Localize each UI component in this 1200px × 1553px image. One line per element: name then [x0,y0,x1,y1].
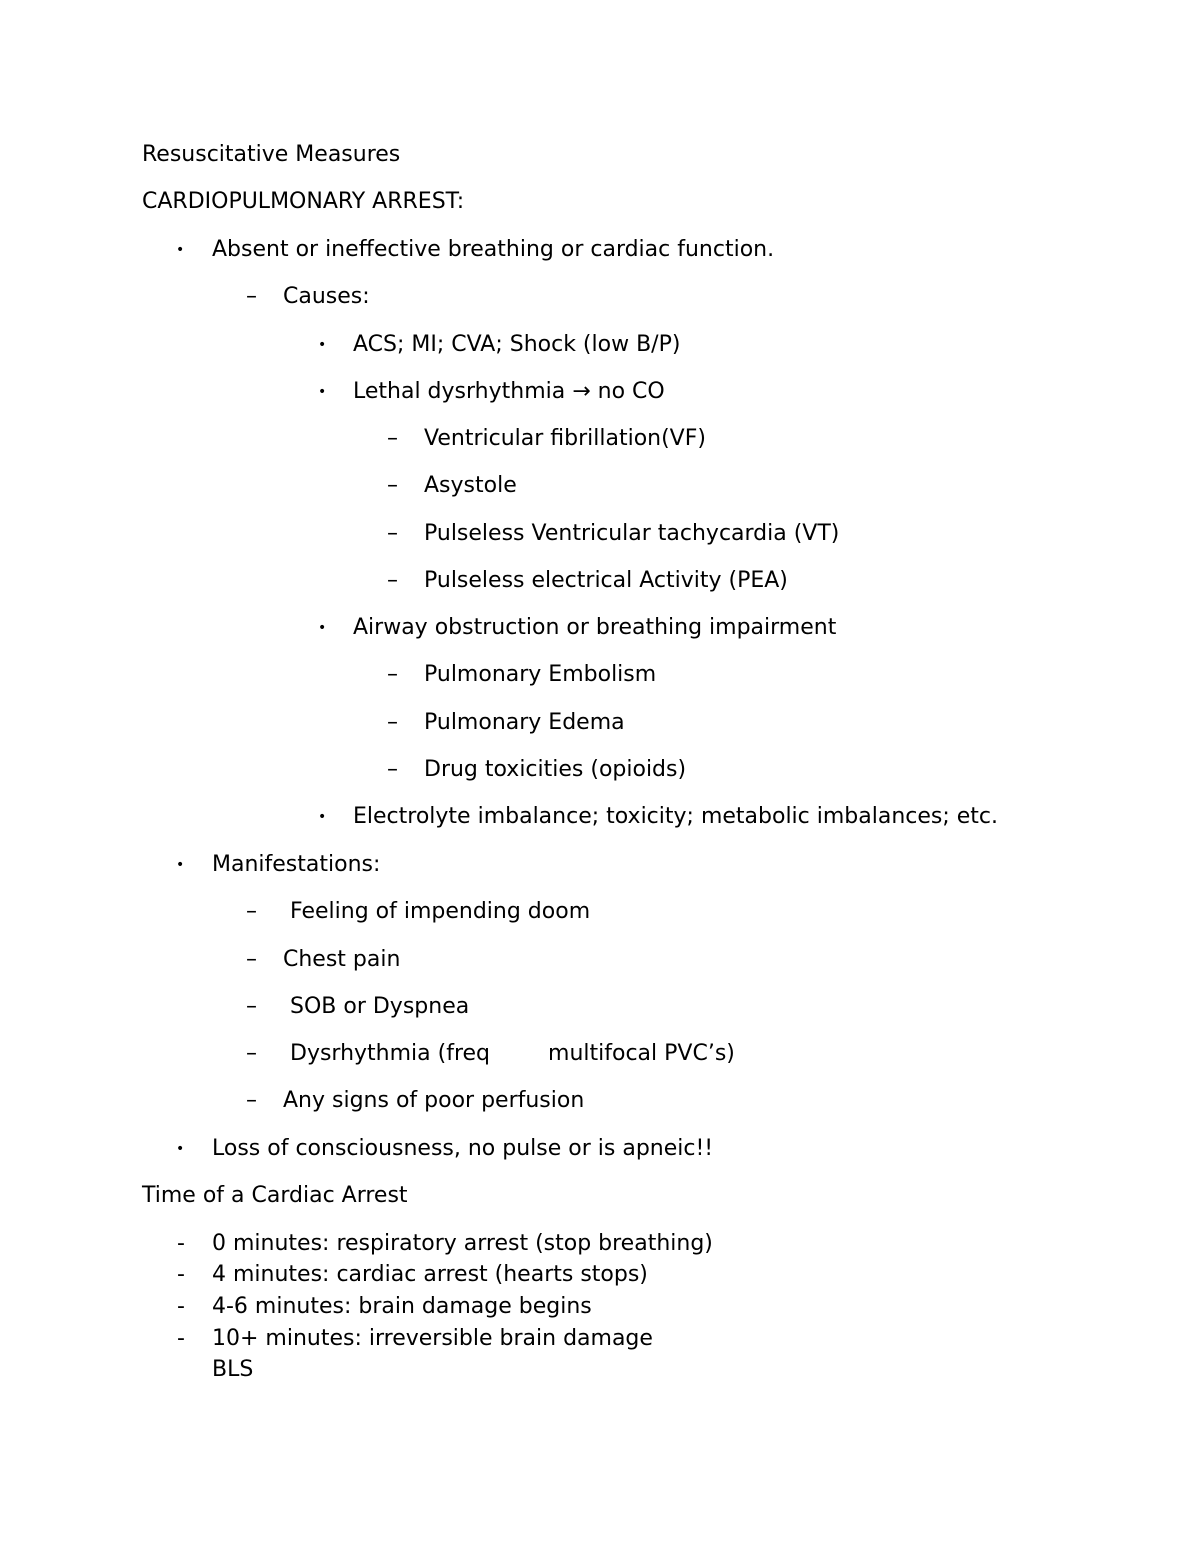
dash-icon: – [246,1088,257,1113]
bullet-icon: • [176,857,185,873]
list-item: Pulmonary Edema [424,710,625,735]
manifestations-label: Manifestations: [212,852,381,877]
bullet-icon: • [318,620,327,636]
list-item: Pulseless Ventricular tachycardia (VT) [424,521,840,546]
list-item: Any signs of poor perfusion [283,1088,585,1113]
hyphen-icon: - [177,1294,185,1319]
list-item: Feeling of impending doom [290,899,591,924]
cause-airway: Airway obstruction or breathing impairment [353,615,837,640]
list-item: 4-6 minutes: brain damage begins [212,1294,592,1319]
time-section-heading: Time of a Cardiac Arrest [142,1183,408,1208]
page-title: Resuscitative Measures [142,142,401,167]
bullet-icon: • [176,242,185,258]
dash-icon: – [387,426,398,451]
definition-text: Absent or ineffective breathing or cardiac function. [212,237,775,262]
dash-icon: – [387,568,398,593]
dash-icon: – [246,1041,257,1066]
list-item: 0 minutes: respiratory arrest (stop breathing) [212,1231,713,1256]
causes-label: Causes: [283,284,370,309]
list-item: 10+ minutes: irreversible brain damage [212,1326,653,1351]
list-item: SOB or Dyspnea [290,994,470,1019]
trailing-text: BLS [212,1357,254,1382]
list-item: Pulseless electrical Activity (PEA) [424,568,788,593]
dash-icon: – [246,994,257,1019]
bullet-icon: • [318,809,327,825]
list-item: Asystole [424,473,517,498]
dash-icon: – [246,284,257,309]
cause-electrolyte: Electrolyte imbalance; toxicity; metabolic imbalances; etc. [353,804,999,829]
dash-icon: – [387,757,398,782]
dash-icon: – [246,899,257,924]
dysrhythmia-text: Dysrhythmia (freq [290,1041,491,1066]
hyphen-icon: - [177,1262,185,1287]
dysrhythmia-continuation: multifocal PVC’s) [548,1041,735,1066]
list-item: Ventricular fibrillation(VF) [424,426,706,451]
bullet-icon: • [318,384,327,400]
dash-icon: – [387,473,398,498]
dash-icon: – [387,521,398,546]
section-heading: CARDIOPULMONARY ARREST: [142,189,465,214]
list-item [290,1040,735,1068]
hyphen-icon: - [177,1326,185,1351]
cause-lethal-dysrhythmia: Lethal dysrhythmia → no CO [353,379,665,404]
dash-icon: – [387,662,398,687]
hyphen-icon: - [177,1231,185,1256]
list-item: Pulmonary Embolism [424,662,657,687]
bullet-icon: • [176,1141,185,1157]
list-item: Chest pain [283,947,401,972]
dash-icon: – [246,947,257,972]
loss-of-consciousness: Loss of consciousness, no pulse or is apneic!! [212,1136,714,1161]
bullet-icon: • [318,337,327,353]
list-item: Drug toxicities (opioids) [424,757,687,782]
cause-acs: ACS; MI; CVA; Shock (low B/P) [353,332,681,357]
dash-icon: – [387,710,398,735]
list-item: 4 minutes: cardiac arrest (hearts stops) [212,1262,648,1287]
